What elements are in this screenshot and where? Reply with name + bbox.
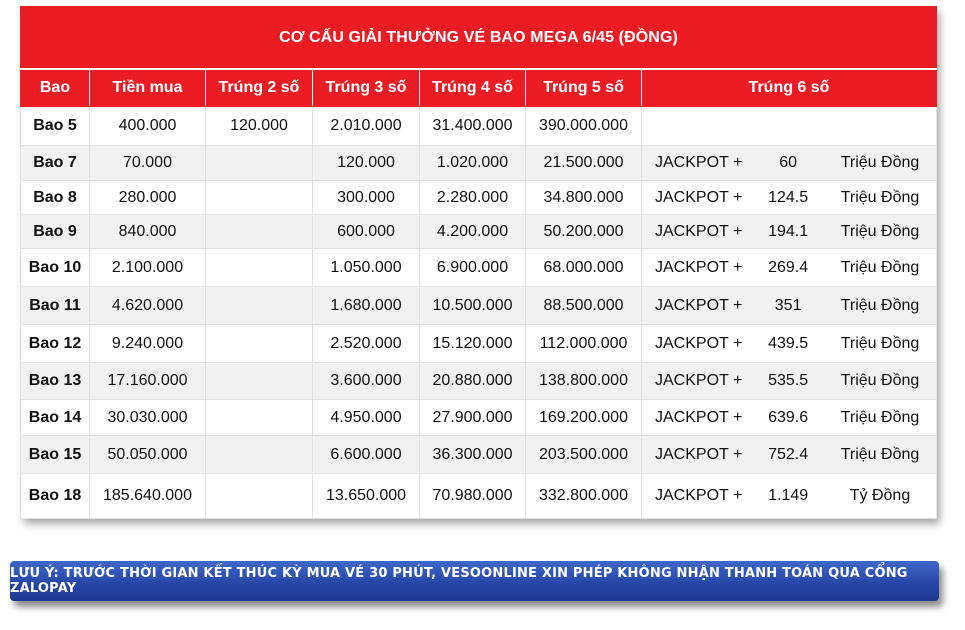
table-row xyxy=(21,146,937,181)
cell-tien-mua: 30.030.000 xyxy=(90,400,206,436)
cell-trung-2: 120.000 xyxy=(206,107,313,146)
note-banner: LƯU Ý: TRƯỚC THỜI GIAN KẾT THÚC KỲ MUA VÉ 30 PHÚT, VESOONLINE XIN PHÉP KHÔNG NHẬN THANH TOÁN QUA CỔNG ZALOPAY xyxy=(10,561,939,601)
cell-tien-mua: 50.050.000 xyxy=(90,436,206,474)
jackpot-unit: Triệu Đồng xyxy=(840,445,920,463)
cell-trung-2 xyxy=(206,287,313,325)
cell-trung-3: 6.600.000 xyxy=(313,436,420,474)
cell-bao: Bao 8 xyxy=(21,181,90,215)
cell-trung-2 xyxy=(206,215,313,249)
jackpot-label: JACKPOT + xyxy=(655,408,743,426)
cell-trung-2 xyxy=(206,181,313,215)
jackpot-amount: 194.1 xyxy=(768,222,809,240)
cell-trung-5: 68.000.000 xyxy=(526,249,642,287)
cell-bao: Bao 15 xyxy=(21,436,90,474)
cell-bao: Bao 5 xyxy=(21,107,90,146)
cell-bao: Bao 7 xyxy=(21,146,90,181)
jackpot-label: JACKPOT + xyxy=(655,154,743,171)
header-bao: Bao xyxy=(21,69,90,107)
table-title: CƠ CẤU GIẢI THƯỞNG VÉ BAO MEGA 6/45 (ĐỒNG) xyxy=(21,7,937,70)
cell-trung-3: 2.010.000 xyxy=(313,107,420,146)
jackpot-unit: Tỷ Đồng xyxy=(849,487,911,504)
cell-tien-mua: 280.000 xyxy=(90,181,206,215)
jackpot-amount: 439.5 xyxy=(768,334,809,352)
cell-trung-3: 4.950.000 xyxy=(313,400,420,436)
header-trung-6: Trúng 6 số xyxy=(642,69,937,107)
cell-trung-2 xyxy=(206,325,313,363)
cell-trung-4: 10.500.000 xyxy=(420,287,526,325)
table-row xyxy=(21,325,937,363)
cell-trung-3: 3.600.000 xyxy=(313,363,420,400)
cell-trung-5: 112.000.000 xyxy=(526,325,642,363)
cell-trung-6 xyxy=(642,181,937,215)
prize-table xyxy=(20,6,937,519)
jackpot-label: JACKPOT + xyxy=(655,487,743,504)
cell-trung-6 xyxy=(642,363,937,400)
cell-bao: Bao 13 xyxy=(21,363,90,400)
cell-trung-3: 300.000 xyxy=(313,181,420,215)
jackpot-amount: 535.5 xyxy=(768,372,809,389)
cell-trung-3: 2.520.000 xyxy=(313,325,420,363)
cell-trung-5: 34.800.000 xyxy=(526,181,642,215)
table-row xyxy=(21,249,937,287)
cell-trung-3: 1.050.000 xyxy=(313,249,420,287)
cell-trung-6 xyxy=(642,215,937,249)
cell-trung-4: 15.120.000 xyxy=(420,325,526,363)
jackpot-unit: Triệu Đồng xyxy=(840,296,920,314)
jackpot-amount: 351 xyxy=(774,296,802,314)
cell-trung-6 xyxy=(642,249,937,287)
jackpot-amount: 639.6 xyxy=(768,408,809,426)
cell-trung-5: 332.800.000 xyxy=(526,474,642,519)
cell-trung-6 xyxy=(642,474,937,519)
cell-bao: Bao 11 xyxy=(21,287,90,325)
prize-table-container xyxy=(20,6,936,519)
jackpot-unit: Triệu Đồng xyxy=(840,154,920,171)
jackpot-label: JACKPOT + xyxy=(655,222,743,240)
header-trung-4: Trúng 4 số xyxy=(420,69,526,107)
table-row xyxy=(21,287,937,325)
jackpot-amount: 60 xyxy=(779,154,798,171)
jackpot-unit: Triệu Đồng xyxy=(840,408,920,426)
table-row xyxy=(21,107,937,146)
cell-trung-5: 88.500.000 xyxy=(526,287,642,325)
cell-trung-5: 50.200.000 xyxy=(526,215,642,249)
cell-trung-6 xyxy=(642,146,937,181)
jackpot-unit: Triệu Đồng xyxy=(840,188,920,206)
cell-trung-4: 1.020.000 xyxy=(420,146,526,181)
cell-trung-4: 27.900.000 xyxy=(420,400,526,436)
jackpot-label: JACKPOT + xyxy=(655,258,743,276)
cell-trung-2 xyxy=(206,146,313,181)
jackpot-label: JACKPOT + xyxy=(655,296,743,314)
cell-trung-3: 13.650.000 xyxy=(313,474,420,519)
cell-bao: Bao 12 xyxy=(21,325,90,363)
cell-tien-mua: 17.160.000 xyxy=(90,363,206,400)
jackpot-unit: Triệu Đồng xyxy=(840,258,920,276)
cell-trung-4: 6.900.000 xyxy=(420,249,526,287)
cell-tien-mua: 70.000 xyxy=(90,146,206,181)
cell-trung-6 xyxy=(642,436,937,474)
header-trung-5: Trúng 5 số xyxy=(526,69,642,107)
cell-trung-4: 70.980.000 xyxy=(420,474,526,519)
cell-trung-2 xyxy=(206,436,313,474)
cell-trung-6 xyxy=(642,400,937,436)
table-row xyxy=(21,474,937,519)
header-tien-mua: Tiền mua xyxy=(90,69,206,107)
jackpot-amount: 269.4 xyxy=(768,258,809,276)
cell-trung-4: 4.200.000 xyxy=(420,215,526,249)
cell-trung-2 xyxy=(206,474,313,519)
jackpot-label: JACKPOT + xyxy=(655,445,743,463)
jackpot-label: JACKPOT + xyxy=(655,188,743,206)
cell-trung-6 xyxy=(642,107,937,146)
table-row xyxy=(21,181,937,215)
jackpot-amount: 752.4 xyxy=(768,445,809,463)
table-row xyxy=(21,363,937,400)
cell-bao: Bao 14 xyxy=(21,400,90,436)
table-row xyxy=(21,436,937,474)
header-row xyxy=(21,69,937,107)
cell-tien-mua: 2.100.000 xyxy=(90,249,206,287)
cell-trung-6 xyxy=(642,325,937,363)
cell-tien-mua: 400.000 xyxy=(90,107,206,146)
jackpot-amount: 1.149 xyxy=(768,487,809,504)
cell-trung-6 xyxy=(642,287,937,325)
header-trung-2: Trúng 2 số xyxy=(206,69,313,107)
cell-trung-5: 203.500.000 xyxy=(526,436,642,474)
cell-tien-mua: 4.620.000 xyxy=(90,287,206,325)
cell-trung-4: 31.400.000 xyxy=(420,107,526,146)
jackpot-unit: Triệu Đồng xyxy=(840,334,920,352)
cell-trung-2 xyxy=(206,363,313,400)
cell-tien-mua: 9.240.000 xyxy=(90,325,206,363)
cell-tien-mua: 840.000 xyxy=(90,215,206,249)
cell-trung-3: 1.680.000 xyxy=(313,287,420,325)
cell-trung-3: 120.000 xyxy=(313,146,420,181)
jackpot-amount: 124.5 xyxy=(768,188,809,206)
cell-trung-4: 2.280.000 xyxy=(420,181,526,215)
cell-trung-4: 36.300.000 xyxy=(420,436,526,474)
cell-trung-5: 21.500.000 xyxy=(526,146,642,181)
cell-trung-2 xyxy=(206,400,313,436)
table-row xyxy=(21,215,937,249)
cell-bao: Bao 9 xyxy=(21,215,90,249)
cell-trung-5: 138.800.000 xyxy=(526,363,642,400)
cell-tien-mua: 185.640.000 xyxy=(90,474,206,519)
cell-bao: Bao 18 xyxy=(21,474,90,519)
jackpot-label: JACKPOT + xyxy=(655,334,743,352)
cell-bao: Bao 10 xyxy=(21,249,90,287)
jackpot-label: JACKPOT + xyxy=(655,372,743,389)
header-trung-3: Trúng 3 số xyxy=(313,69,420,107)
cell-trung-3: 600.000 xyxy=(313,215,420,249)
jackpot-unit: Triệu Đồng xyxy=(840,372,920,389)
cell-trung-5: 169.200.000 xyxy=(526,400,642,436)
jackpot-unit: Triệu Đồng xyxy=(840,222,920,240)
table-row xyxy=(21,400,937,436)
cell-trung-2 xyxy=(206,249,313,287)
cell-trung-5: 390.000.000 xyxy=(526,107,642,146)
cell-trung-4: 20.880.000 xyxy=(420,363,526,400)
